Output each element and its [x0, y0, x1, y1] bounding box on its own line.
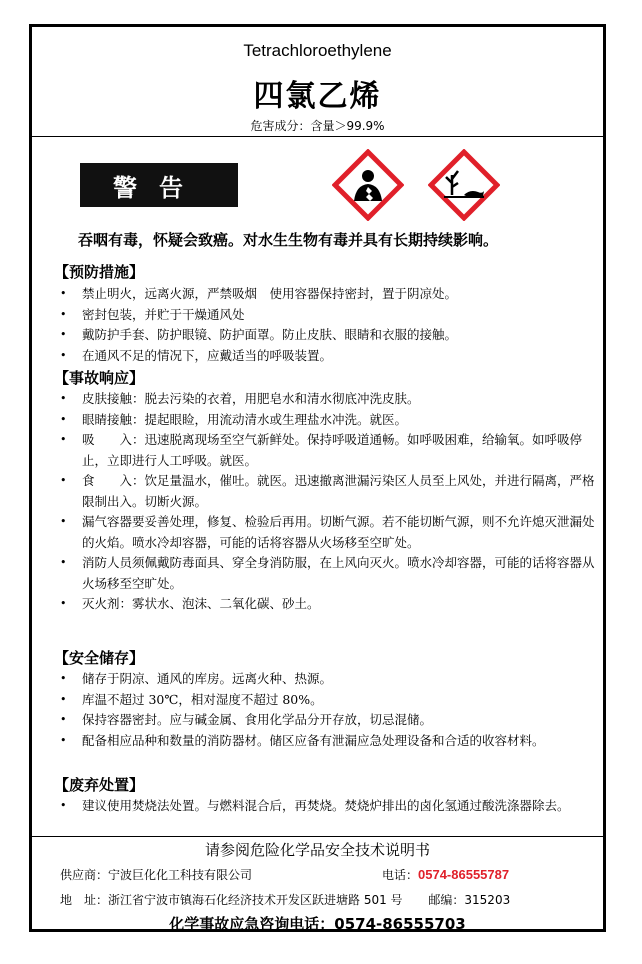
footer-title: 请参阅危险化学品安全技术说明书 — [204, 841, 430, 859]
composition: 危害成分：含量＞99.9% — [250, 119, 385, 133]
list-item: • 建议使用焚烧法处置。与燃料混合后，再焚烧。焚烧炉排出的卤化氢通过酸洗涤器除去。 — [54, 796, 604, 817]
postcode-label: 邮编： — [428, 893, 465, 907]
emergency-label: 化学事故应急咨询电话： — [169, 915, 335, 933]
list-item: • 储存于阴凉、通风的库房。远离火种、热源。 — [54, 669, 604, 690]
postcode: 315203 — [464, 893, 511, 907]
list-item: • 吸 入：迅速脱离现场至空气新鲜处。保持呼吸道通畅。如呼吸困难，给输氧。如呼吸停止，立即进行人工呼吸。就医。 — [54, 430, 604, 471]
phone-number: 0574-86555787 — [418, 867, 510, 882]
list-item: • 漏气容器要妥善处理，修复、检验后再用。切断气源。若不能切断气源，则不允许熄灭泄漏处的火焰。喷水冷却容器，可能的话将容器从火场移至空旷处。 — [54, 512, 604, 553]
list-item: • 禁止明火，远离火源，严禁吸烟 使用容器保持密封，置于阴凉处。 — [54, 284, 604, 305]
address-row — [60, 891, 510, 908]
emergency-phone: 0574-86555703 — [334, 915, 466, 933]
health-hazard-icon — [332, 149, 404, 221]
signal-word: 警告 — [80, 163, 238, 207]
address-label: 地 址： — [60, 893, 109, 907]
response-list — [54, 389, 604, 615]
chinese-name: 四氯乙烯 — [253, 79, 382, 114]
divider — [32, 136, 603, 137]
list-item: • 保持容器密封。应与碱金属、食用化学品分开存放，切忌混储。 — [54, 710, 604, 731]
list-item: • 灭火剂：雾状水、泡沫、二氧化碳、砂土。 — [54, 594, 604, 615]
list-item: • 在通风不足的情况下，应戴适当的呼吸装置。 — [54, 346, 604, 367]
storage-list — [54, 669, 604, 751]
divider — [32, 836, 603, 837]
emergency-row — [32, 913, 603, 934]
phone-label: 电话： — [382, 868, 419, 882]
list-item: • 密封包装，并贮于干燥通风处 — [54, 305, 604, 326]
english-name: Tetrachloroethylene — [243, 41, 392, 60]
supplier-name: 宁波巨化化工科技有限公司 — [108, 868, 253, 882]
list-item: • 眼睛接触：提起眼睑，用流动清水或生理盐水冲洗。就医。 — [54, 410, 604, 431]
hazard-statement: 吞咽有毒，怀疑会致癌。对水生生物有毒并具有长期持续影响。 — [78, 231, 499, 249]
address: 浙江省宁波市镇海石化经济技术开发区跃进塘路 501 号 — [108, 893, 403, 907]
environment-hazard-icon — [428, 149, 500, 221]
list-item: • 食 入：饮足量温水，催吐。就医。迅速撤离泄漏污染区人员至上风处，并进行隔离，严格限制出入。切断火源。 — [54, 471, 604, 512]
prevention-title: 【预防措施】 — [54, 263, 145, 281]
storage-title: 【安全储存】 — [54, 649, 145, 667]
list-item: • 皮肤接触：脱去污染的衣着，用肥皂水和清水彻底冲洗皮肤。 — [54, 389, 604, 410]
label-frame — [29, 24, 606, 932]
list-item: • 消防人员须佩戴防毒面具、穿全身消防服，在上风向灭火。喷水冷却容器，可能的话将容器从火场移至空旷处。 — [54, 553, 604, 594]
phone-row — [382, 866, 509, 883]
prevention-list — [54, 284, 604, 366]
response-title: 【事故响应】 — [54, 369, 145, 387]
supplier-label: 供应商： — [60, 868, 109, 882]
list-item: • 配备相应品种和数量的消防器材。储区应备有泄漏应急处理设备和合适的收容材料。 — [54, 731, 604, 752]
list-item: • 戴防护手套、防护眼镜、防护面罩。防止皮肤、眼睛和衣服的接触。 — [54, 325, 604, 346]
supplier-row — [60, 866, 252, 883]
disposal-list — [54, 796, 604, 817]
list-item: • 库温不超过 30℃，相对湿度不超过 80%。 — [54, 690, 604, 711]
disposal-title: 【废弃处置】 — [54, 776, 145, 794]
